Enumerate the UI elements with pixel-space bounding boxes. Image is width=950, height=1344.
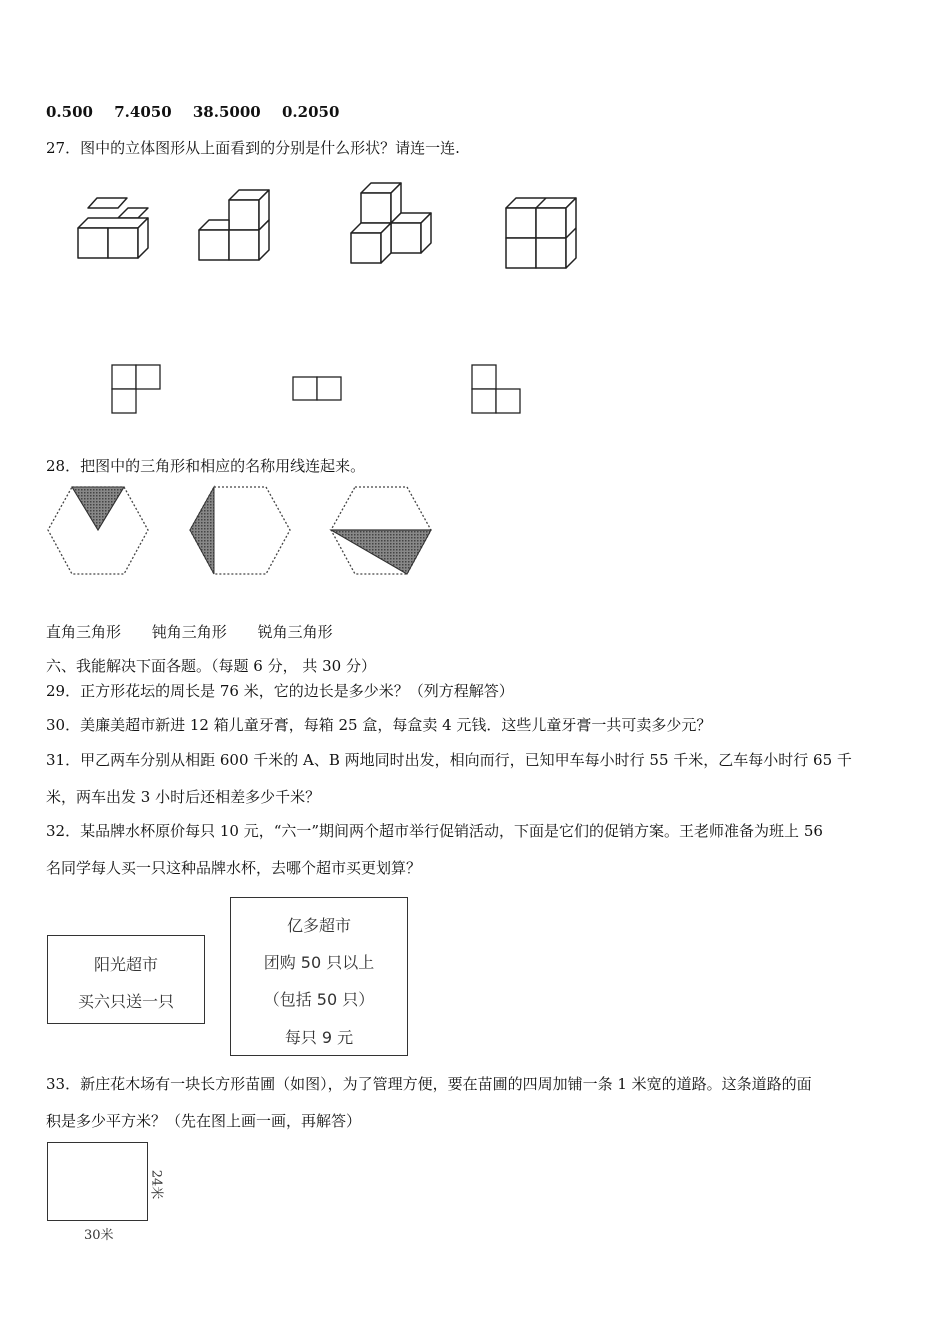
question-33-line-1: 33．新庄花木场有一块长方形苗圃（如图），为了管理方便，要在苗圃的四周加铺一条 1 米宽的道路。这条道路的面 xyxy=(46,1075,812,1093)
question-30: 30．美廉美超市新进 12 箱儿童牙膏，每箱 25 盒，每盒卖 4 元钱．这些儿童牙膏一共可卖多少元？ xyxy=(46,716,712,734)
question-27: 27．图中的立体图形从上面看到的分别是什么形状？请连一连. xyxy=(46,139,460,157)
hexagon-1 xyxy=(48,487,148,574)
number-1: 0.500 xyxy=(46,103,93,121)
number-3: 38.5000 xyxy=(192,103,261,121)
market-b-line-3: 每只 9 元 xyxy=(284,1028,354,1047)
question-31-line-2: 米，两车出发 3 小时后还相差多少千米？ xyxy=(46,788,321,806)
number-2: 7.4050 xyxy=(114,103,172,121)
market-a-offer: 买六只送一只 xyxy=(77,992,174,1011)
market-a-box xyxy=(47,935,205,1024)
question-29: 29．正方形花坛的周长是 76 米，它的边长是多少米？（列方程解答） xyxy=(46,682,514,700)
hexagon-figures xyxy=(0,0,950,600)
hexagon-3 xyxy=(331,487,431,574)
market-b-name: 亿多超市 xyxy=(286,916,351,935)
question-32-line-1: 32．某品牌水杯原价每只 10 元，“六一”期间两个超市举行促销活动，下面是它们的促销方案。王老师准备为班上 56 xyxy=(46,822,823,840)
question-32-line-2: 名同学每人买一只这种品牌水杯，去哪个超市买更划算？ xyxy=(46,859,422,877)
market-b-box xyxy=(230,897,408,1056)
market-b-line-1: 团购 50 只以上 xyxy=(263,953,375,972)
nursery-rectangle xyxy=(47,1142,148,1221)
number-4: 0.2050 xyxy=(281,103,340,121)
question-31-line-1: 31．甲乙两车分别从相距 600 千米的 A、B 两地同时出发，相向而行，已知甲车每小时行 55 千米，乙车每小时行 65 千 xyxy=(46,751,852,769)
question-28: 28．把图中的三角形和相应的名称用线连起来。 xyxy=(46,457,366,475)
question-33-line-2: 积是多少平方米？（先在图上画一画，再解答） xyxy=(46,1112,362,1130)
market-b-line-2: （包括 50 只） xyxy=(263,990,375,1009)
triangle-names xyxy=(46,621,359,642)
height-label: 24米 xyxy=(148,1169,164,1200)
market-a-name: 阳光超市 xyxy=(93,955,158,974)
hexagon-2 xyxy=(190,487,290,574)
name-right-triangle: 直角三角形 xyxy=(46,623,122,641)
width-label: 30米 xyxy=(84,1228,114,1243)
name-obtuse-triangle: 钝角三角形 xyxy=(151,623,227,641)
section-6-heading: 六、我能解决下面各题。（每题 6 分， 共 30 分） xyxy=(46,657,376,675)
name-acute-triangle: 锐角三角形 xyxy=(257,623,333,641)
